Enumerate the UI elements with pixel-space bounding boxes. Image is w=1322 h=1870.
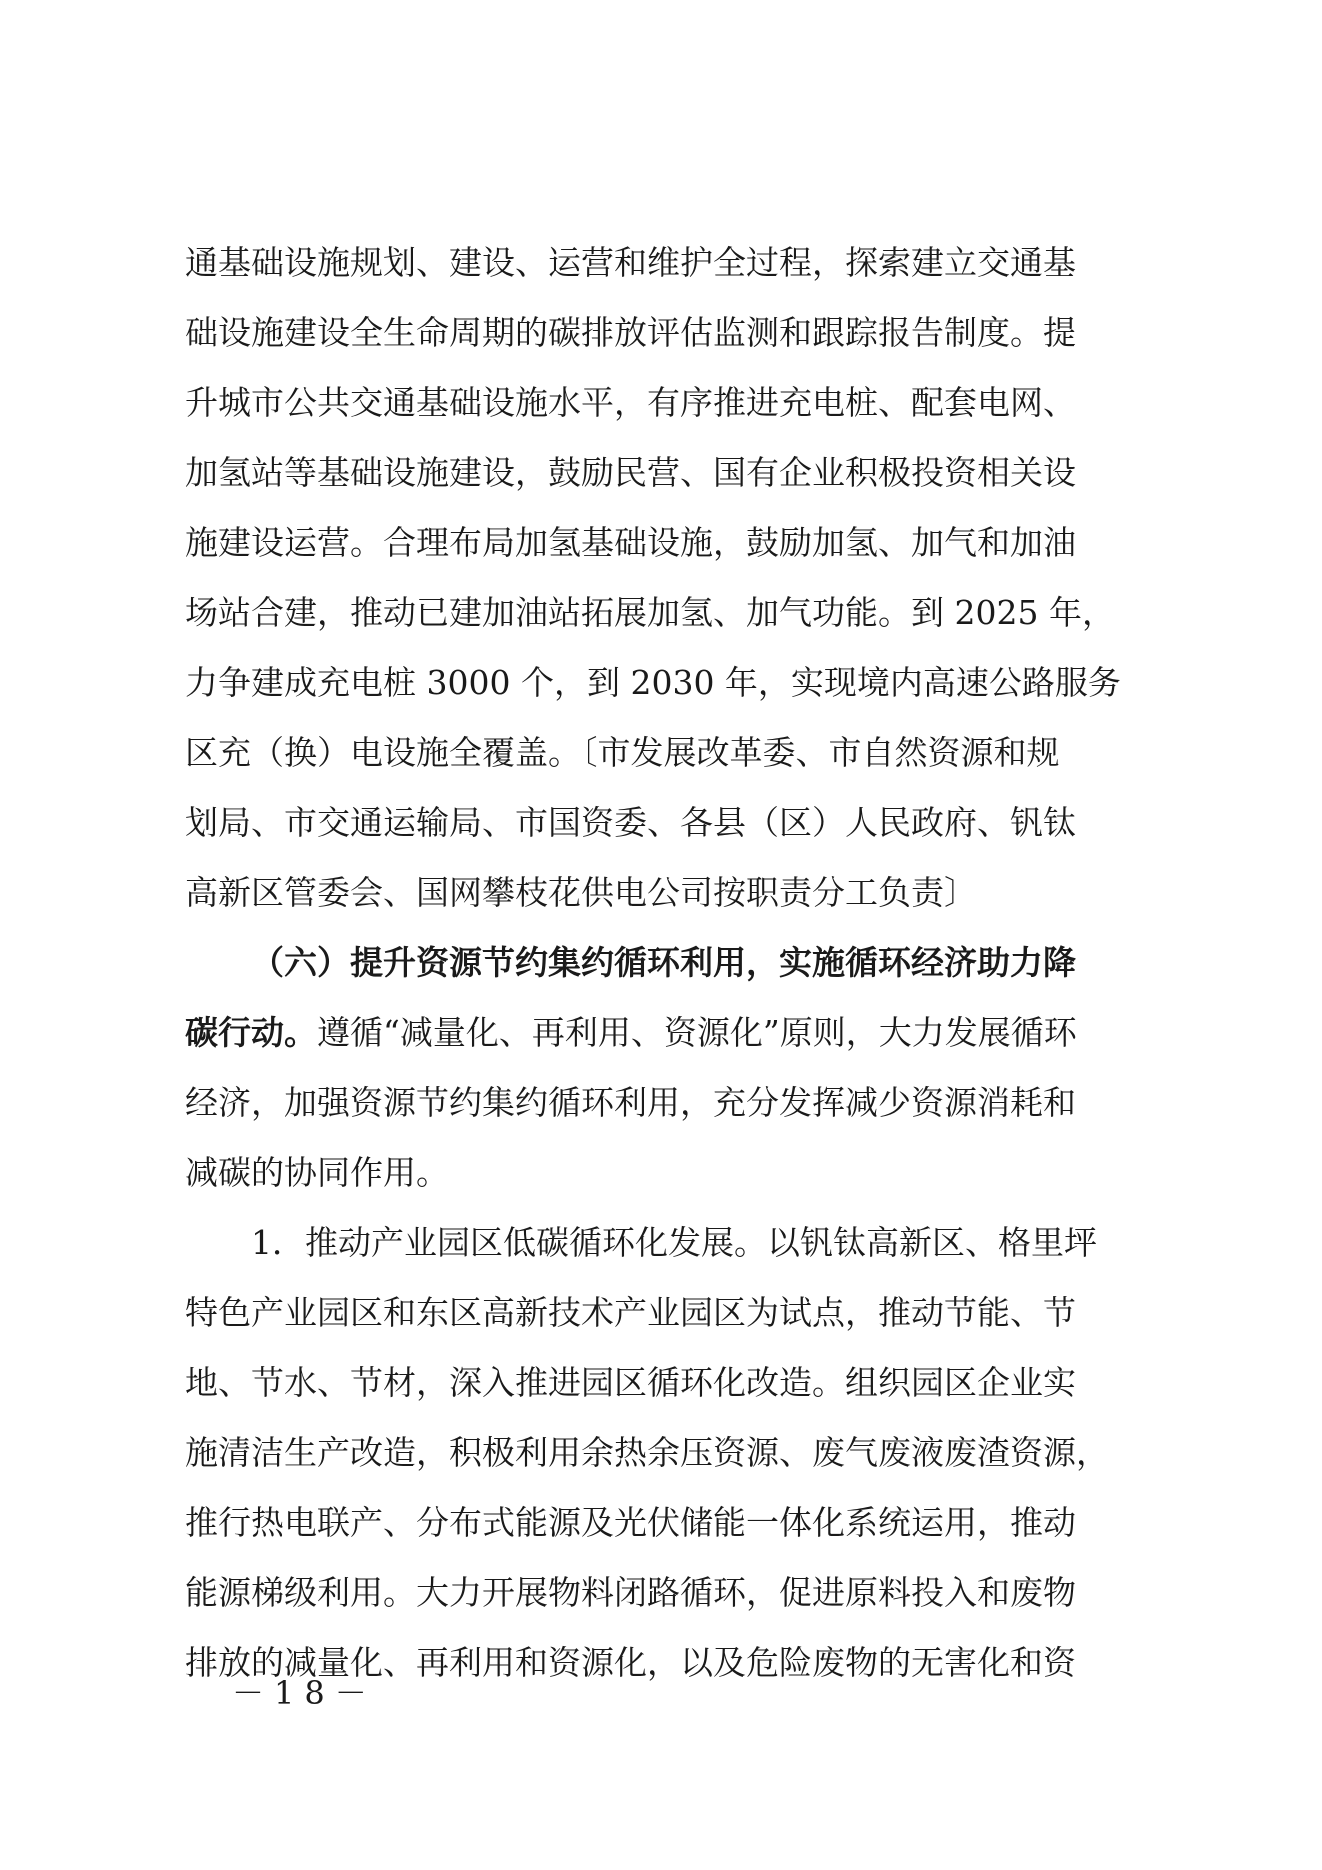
text-line: 施清洁生产改造，积极利用余热余压资源、废气废液废渣资源， [185,1433,1109,1472]
text-span: 遵循“减量化、再利用、资源化”原则，大力发展循环 [317,1013,1077,1052]
text-line: 力争建成充电桩 3000 个，到 2030 年，实现境内高速公路服务 [185,663,1121,702]
text-line: 通基础设施规划、建设、运营和维护全过程，探索建立交通基 [185,243,1076,282]
text-line: 施建设运营。合理布局加氢基础设施，鼓励加氢、加气和加油 [185,523,1076,562]
text-line: 划局、市交通运输局、市国资委、各县（区）人民政府、钒钛 [185,803,1076,842]
page-number: －18－ [232,1674,377,1712]
section-heading-line: （六）提升资源节约集约循环利用，实施循环经济助力降 [251,943,1076,982]
text-line: 区充（换）电设施全覆盖。〔市发展改革委、市自然资源和规 [185,733,1060,772]
text-line: 高新区管委会、国网攀枝花供电公司按职责分工负责〕 [185,873,977,912]
text-line: 加氢站等基础设施建设，鼓励民营、国有企业积极投资相关设 [185,453,1076,492]
text-line [185,998,1160,1068]
text-line: 减碳的协同作用。 [185,1153,449,1192]
text-line: 特色产业园区和东区高新技术产业园区为试点，推动节能、节 [185,1293,1076,1332]
text-line: 场站合建，推动已建加油站拓展加氢、加气功能。到 2025 年， [185,593,1115,632]
text-line: 升城市公共交通基础设施水平，有序推进充电桩、配套电网、 [185,383,1076,422]
text-line: 推行热电联产、分布式能源及光伏储能一体化系统运用，推动 [185,1503,1076,1542]
text-line: 经济，加强资源节约集约循环利用，充分发挥减少资源消耗和 [185,1083,1076,1122]
text-line: 能源梯级利用。大力开展物料闭路循环，促进原料投入和废物 [185,1573,1076,1612]
numbered-item-line: 1．推动产业园区低碳循环化发展。以钒钛高新区、格里坪 [251,1223,1097,1262]
text-line: 排放的减量化、再利用和资源化，以及危险废物的无害化和资 [185,1643,1076,1682]
section-heading-end: 碳行动。 [185,1013,317,1052]
body-text [185,228,1160,1698]
text-line: 础设施建设全生命周期的碳排放评估监测和跟踪报告制度。提 [185,313,1076,352]
text-line: 地、节水、节材，深入推进园区循环化改造。组织园区企业实 [185,1363,1076,1402]
